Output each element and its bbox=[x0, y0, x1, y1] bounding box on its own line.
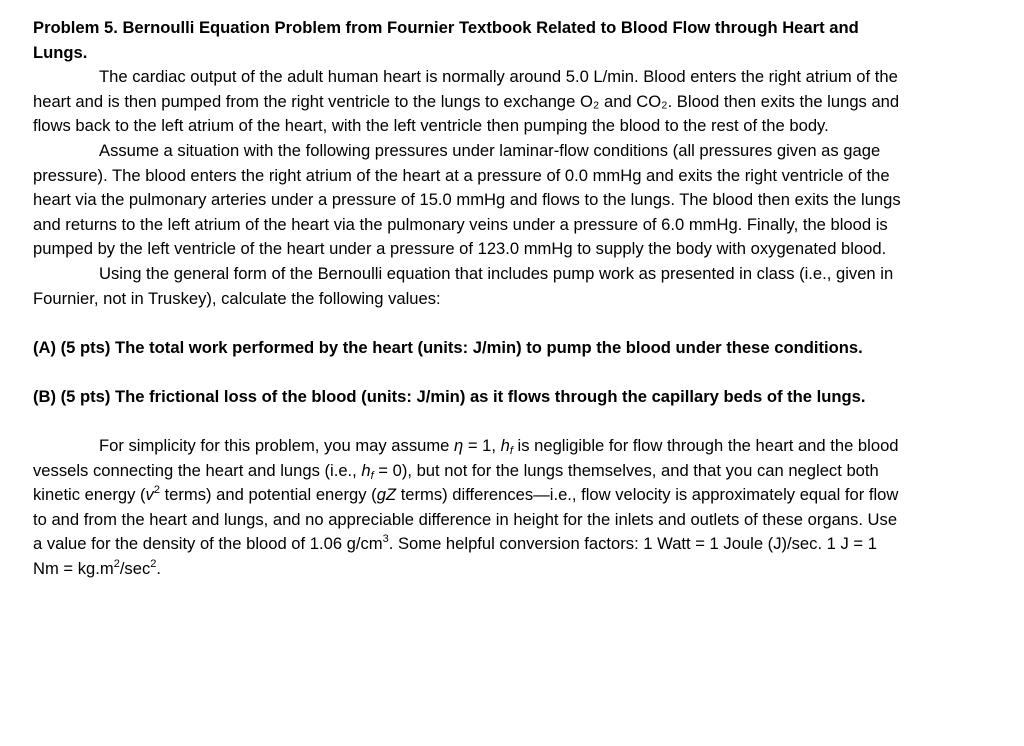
problem-title: Problem 5. Bernoulli Equation Problem from Fournier Textbook Related to Blood Flow through Heart and Lungs. bbox=[33, 18, 859, 62]
question-a: (A) (5 pts) The total work performed by the heart (units: J/min) to pump the blood under these conditions. bbox=[33, 337, 863, 357]
assumptions-paragraph bbox=[33, 434, 903, 582]
spacer bbox=[33, 311, 903, 336]
pressure-paragraph: Assume a situation with the following pressures under laminar-flow conditions (all pressures given as gage pressure). The blood enters the right atrium of the heart at a pressure of 0.0 mmHg and exits the right ventricle of the heart via the pulmonary arteries under a pressure of 15.0 mmHg and flows to the lungs. The blood then exits the lungs and returns to the left atrium of the heart via the pulmonary veins under a pressure of 6.0 mmHg. Finally, the blood is pumped by the left ventricle of the heart under a pressure of 123.0 mmHg to supply the body with oxygenated blood. bbox=[33, 140, 901, 259]
spacer bbox=[33, 360, 903, 385]
hf-subscript: f bbox=[509, 445, 513, 458]
gz-symbol: gZ bbox=[376, 485, 397, 505]
cm-superscript: 3 bbox=[382, 533, 389, 546]
note-text: = 1, bbox=[463, 436, 501, 456]
note-text: = 0), but not for the lungs themselves, and that you can neglect both kinetic energy ( bbox=[33, 460, 879, 505]
spacer bbox=[33, 410, 903, 435]
m-superscript: 2 bbox=[113, 558, 120, 571]
velocity-symbol: v bbox=[145, 485, 154, 505]
hf-symbol: h bbox=[500, 436, 510, 456]
note-text: . bbox=[156, 559, 161, 579]
hf-symbol: h bbox=[361, 460, 371, 480]
note-text: . Some helpful conversion factors: 1 Watt = 1 Joule (J)/sec. 1 J = 1 Nm = kg.m bbox=[33, 534, 877, 579]
velocity-superscript: 2 bbox=[153, 484, 160, 497]
note-text: For simplicity for this problem, you may assume bbox=[99, 436, 455, 456]
note-text: terms) and potential energy ( bbox=[159, 485, 377, 505]
note-text: /sec bbox=[119, 559, 151, 579]
note-text: terms) differences—i.e., flow velocity is approximately equal for flow to and from the heart and lungs, and no appreciable difference in height for the inlets and outlets of these organs. Use a value for the density of the blood of 1.06 g/cm bbox=[33, 485, 899, 554]
note-text: is negligible for flow through the heart and the blood vessels connecting the heart and lungs (i.e., bbox=[33, 436, 899, 480]
problem-document bbox=[33, 16, 903, 582]
intro-paragraph: The cardiac output of the adult human heart is normally around 5.0 L/min. Blood enters the right atrium of the heart and is then pumped from the right ventricle to the lungs to exchange O₂ and CO₂. Blood then exits the lungs and flows back to the left atrium of the heart, with the left ventricle then pumping the blood to the rest of the body. bbox=[33, 67, 900, 136]
question-b: (B) (5 pts) The frictional loss of the blood (units: J/min) as it flows through the capillary beds of the lungs. bbox=[33, 386, 866, 406]
eta-symbol: η bbox=[454, 436, 464, 456]
sec-superscript: 2 bbox=[150, 558, 157, 571]
instruction-paragraph: Using the general form of the Bernoulli equation that includes pump work as presented in class (i.e., given in Fournier, not in Truskey), calculate the following values: bbox=[33, 263, 894, 308]
hf-subscript: f bbox=[370, 469, 374, 482]
